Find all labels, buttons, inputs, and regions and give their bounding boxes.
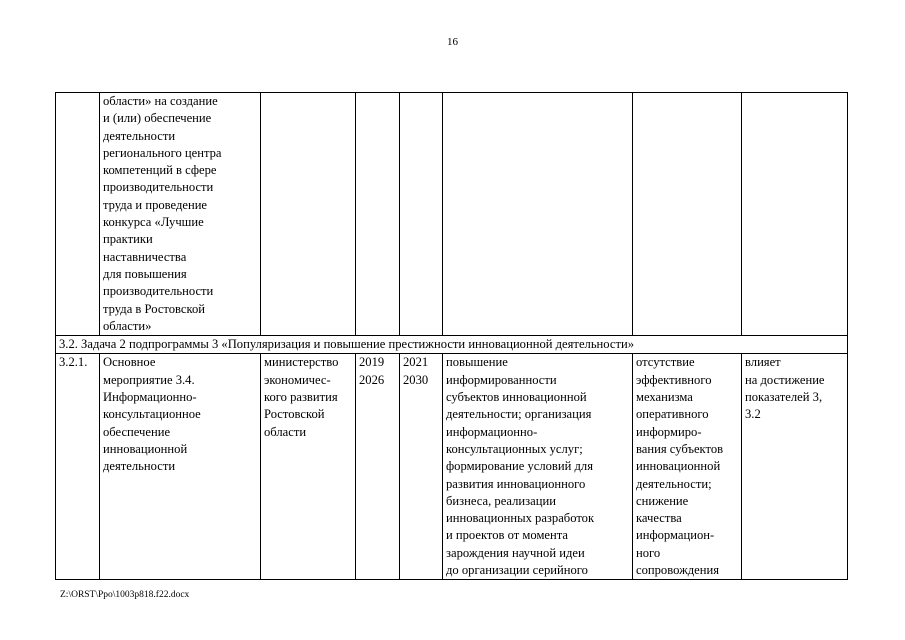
cell-text-line: 2019 <box>359 355 385 370</box>
cell-consequences <box>633 354 742 580</box>
program-table <box>55 92 848 580</box>
cell-text-line: показателей 3, <box>745 390 823 405</box>
cell-text-line: области» на создание <box>103 94 218 108</box>
cell-end <box>400 93 443 336</box>
cell-text-line: инновационных разработок <box>446 511 595 526</box>
cell-text-line: деятельности; организация <box>446 407 592 422</box>
cell-text-line: Основное <box>103 355 156 370</box>
cell-end <box>400 354 443 580</box>
cell-text-line: оперативного <box>636 407 709 422</box>
cell-name <box>100 93 261 336</box>
cell-text-line: и проектов от момента <box>446 528 569 543</box>
footer-file-path: Z:\ORST\Ppo\1003p818.f22.docx <box>60 590 190 600</box>
cell-text-line: повышение <box>446 355 508 370</box>
cell-text-line: до организации серийного <box>446 563 588 578</box>
cell-text-line: качества <box>636 511 682 526</box>
cell-executor <box>261 93 356 336</box>
cell-text-line: наставничества <box>103 249 187 264</box>
cell-text-line: мероприятие 3.4. <box>103 372 195 387</box>
page-number: 16 <box>447 36 458 48</box>
cell-consequences <box>633 93 742 336</box>
cell-text-line: инновационной <box>636 459 721 474</box>
cell-text-line: консультационное <box>103 407 201 422</box>
cell-text-line: области <box>264 424 307 439</box>
table-row-continuation <box>56 93 848 336</box>
cell-result <box>443 354 633 580</box>
cell-text-line: производительности <box>103 284 214 299</box>
cell-text-line: 3.2 <box>745 407 761 422</box>
table-row-item <box>56 354 848 580</box>
cell-text-line: Ростовской <box>264 407 325 422</box>
cell-text-line: министерство <box>264 355 339 370</box>
cell-text-line: экономичес- <box>264 372 331 387</box>
cell-text-line: труда в Ростовской <box>103 301 206 316</box>
cell-text-line: Информационно- <box>103 390 197 405</box>
cell-text-line: информацион- <box>636 528 715 543</box>
cell-text-line: информиро- <box>636 424 702 439</box>
cell-text-line: субъектов инновационной <box>446 390 587 405</box>
cell-text-line: снижение <box>636 493 689 508</box>
cell-text-line: инновационной <box>103 441 188 456</box>
cell-text-line: эффективного <box>636 372 712 387</box>
cell-text-line: консультационных услуг; <box>446 441 583 456</box>
cell-text-line: вания субъектов <box>636 441 724 456</box>
cell-text-line: развития инновационного <box>446 476 586 491</box>
cell-start <box>356 93 400 336</box>
section-title: 3.2. Задача 2 подпрограммы 3 «Популяризация и повышение престижности инновационной деятельности» <box>56 336 848 354</box>
cell-text-line: деятельности <box>103 128 176 143</box>
cell-text-line: труда и проведение <box>103 197 208 212</box>
cell-text-line: обеспечение <box>103 424 171 439</box>
cell-text-line: влияет <box>745 355 781 370</box>
cell-text-line: на достижение <box>745 372 825 387</box>
cell-num: 3.2.1. <box>56 354 100 580</box>
cell-name <box>100 354 261 580</box>
cell-text-line: и (или) обеспечение <box>103 111 212 126</box>
cell-text-line: производительности <box>103 180 214 195</box>
cell-text-line: 2026 <box>359 372 385 387</box>
cell-text-line: зарождения научной идеи <box>446 545 585 560</box>
cell-text-line: 2021 <box>403 355 429 370</box>
cell-link <box>742 354 848 580</box>
cell-num <box>56 93 100 336</box>
table-row-section <box>56 336 848 354</box>
cell-text-line: конкурса «Лучшие <box>103 215 204 230</box>
cell-text-line: отсутствие <box>636 355 695 370</box>
cell-text-line: формирование условий для <box>446 459 593 474</box>
cell-text-line: информационно- <box>446 424 538 439</box>
cell-text-line: области» <box>103 318 152 333</box>
cell-text-line: деятельности <box>103 459 176 474</box>
cell-text-line: деятельности; <box>636 476 712 491</box>
cell-text-line: информированности <box>446 372 557 387</box>
cell-executor <box>261 354 356 580</box>
cell-text-line: механизма <box>636 390 693 405</box>
cell-text-line: ного <box>636 545 661 560</box>
cell-start <box>356 354 400 580</box>
cell-text-line: сопровождения <box>636 563 720 578</box>
cell-text-line: кого развития <box>264 390 338 405</box>
cell-text-line: 2030 <box>403 372 429 387</box>
cell-text-line: практики <box>103 232 153 247</box>
cell-text-line: компетенций в сфере <box>103 163 217 178</box>
cell-text-line: для повышения <box>103 266 187 281</box>
cell-result <box>443 93 633 336</box>
cell-text-line: бизнеса, реализации <box>446 493 556 508</box>
cell-link <box>742 93 848 336</box>
cell-text-line: регионального центра <box>103 145 222 160</box>
